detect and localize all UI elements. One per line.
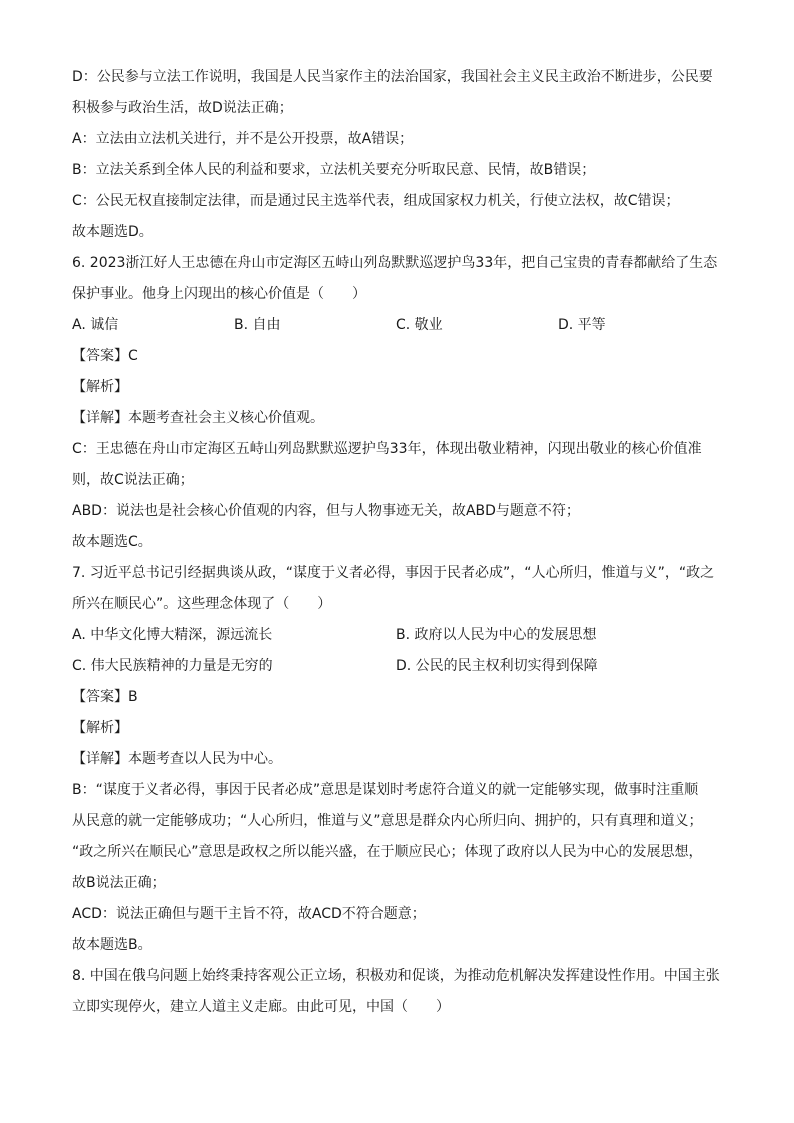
explanation-line: 从民意的就一定能够成功；“人心所归，惟道与义”意思是群众内心所归向、拥护的，只有真理和道义； — [72, 813, 703, 829]
explanation-line: “政之所兴在顺民心”意思是政权之所以能兴盛，在于顺应民心；体现了政府以人民为中心的发展思想， — [72, 844, 703, 860]
explanation-line: 则，故C说法正确； — [72, 472, 194, 488]
previous-explanation — [72, 62, 732, 248]
question-8 — [72, 961, 732, 1023]
option-a: A. 中华文化博大精深，源远流长 — [72, 627, 273, 643]
option-b: B. 政府以人民为中心的发展思想 — [396, 627, 597, 643]
document-page — [72, 62, 732, 1023]
option-d: D. 平等 — [558, 317, 606, 333]
text-line: 故本题选D。 — [72, 224, 153, 240]
explanation-line: B：“谋度于义者必得，事因于民者必成”意思是谋划时考虑符合道义的就一定能够实现，做事时注重顺 — [72, 782, 699, 798]
question-6 — [72, 248, 732, 558]
question-7 — [72, 558, 732, 961]
question-stem: 保护事业。他身上闪现出的核心价值是（ ） — [72, 286, 366, 302]
question-stem: 7. 习近平总书记引经据典谈从政，“谋度于义者必得，事因于民者必成”，“人心所归，惟道与义”，“政之 — [72, 565, 715, 581]
explanation-line: C：王忠德在舟山市定海区五峙山列岛默默巡逻护鸟33年，体现出敬业精神，闪现出敬业的核心价值准 — [72, 441, 702, 457]
answer-label: 【答案】C — [72, 348, 138, 364]
option-d: D. 公民的民主权利切实得到保障 — [396, 658, 598, 674]
explanation-line: 故B说法正确； — [72, 875, 166, 891]
analysis-label: 【解析】 — [72, 720, 128, 736]
option-a: A. 诚信 — [72, 317, 119, 333]
text-line: 积极参与政治生活，故D说法正确； — [72, 100, 293, 116]
explanation-line: 【详解】本题考查以人民为中心。 — [72, 751, 282, 767]
explanation-line: 故本题选C。 — [72, 534, 152, 550]
text-line: A：立法由立法机关进行，并不是公开投票，故A错误； — [72, 131, 414, 147]
options-row — [72, 310, 732, 341]
explanation-line: ACD：说法正确但与题干主旨不符，故ACD不符合题意； — [72, 906, 426, 922]
options-row — [72, 651, 732, 682]
explanation-line: 【详解】本题考查社会主义核心价值观。 — [72, 410, 324, 426]
option-c: C. 伟大民族精神的力量是无穷的 — [72, 658, 273, 674]
answer-label: 【答案】B — [72, 689, 138, 705]
question-stem: 立即实现停火，建立人道主义走廊。由此可见，中国（ ） — [72, 999, 450, 1015]
explanation-line: 故本题选B。 — [72, 937, 152, 953]
question-stem: 8. 中国在俄乌问题上始终秉持客观公正立场，积极劝和促谈，为推动危机解决发挥建设性作用。中国主张 — [72, 968, 720, 984]
options-row — [72, 620, 732, 651]
option-c: C. 敬业 — [396, 317, 443, 333]
text-line: D：公民参与立法工作说明，我国是人民当家作主的法治国家，我国社会主义民主政治不断进步，公民要 — [72, 69, 713, 85]
question-stem: 6. 2023浙江好人王忠德在舟山市定海区五峙山列岛默默巡逻护鸟33年，把自己宝贵的青春都献给了生态 — [72, 255, 718, 271]
option-b: B. 自由 — [234, 317, 281, 333]
text-line: B：立法关系到全体人民的利益和要求，立法机关要充分听取民意、民情，故B错误； — [72, 162, 596, 178]
analysis-label: 【解析】 — [72, 379, 128, 395]
text-line: C：公民无权直接制定法律，而是通过民主选举代表，组成国家权力机关，行使立法权，故C错误； — [72, 193, 680, 209]
explanation-line: ABD：说法也是社会核心价值观的内容，但与人物事迹无关，故ABD与题意不符； — [72, 503, 580, 519]
question-stem: 所兴在顺民心”。这些理念体现了（ ） — [72, 596, 332, 612]
